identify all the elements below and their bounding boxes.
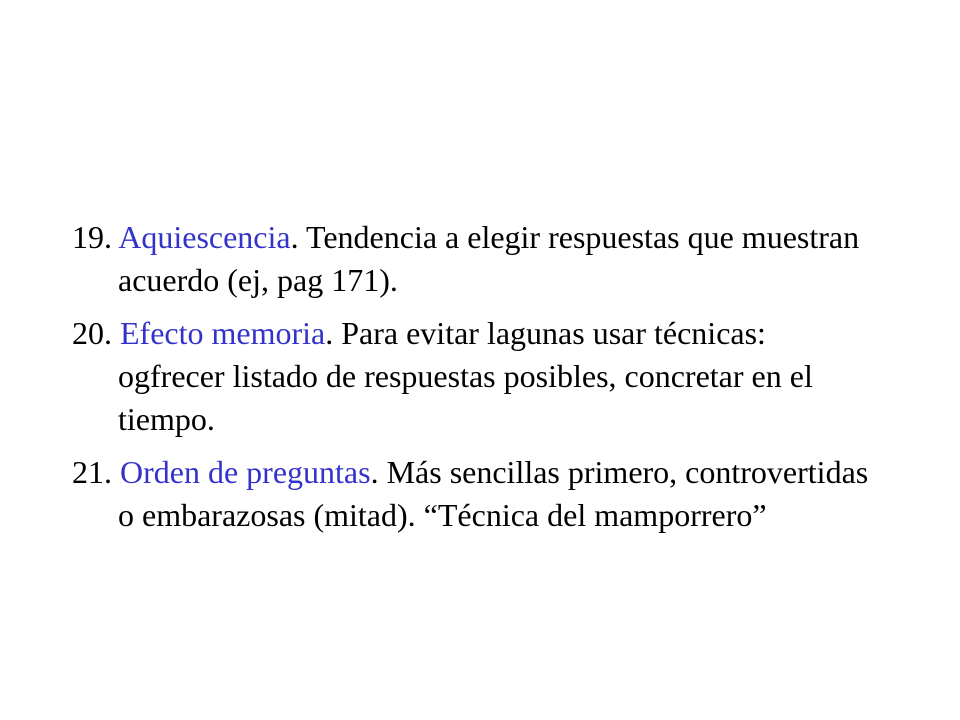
list-item-21: [72, 451, 872, 537]
item-description: Para evitar lagunas usar técnicas: ogfrecer listado de respuestas posibles, concretar en el tiempo.: [118, 315, 813, 437]
item-separator: .: [370, 454, 387, 490]
list-item-20: [72, 312, 872, 441]
item-number: 19.: [72, 219, 119, 255]
item-description: Tendencia a elegir respuestas que muestran acuerdo (ej, pag 171).: [118, 219, 860, 298]
item-list: [72, 216, 872, 547]
item-term: Efecto memoria: [120, 315, 326, 351]
item-separator: .: [290, 219, 307, 255]
item-number: 21.: [72, 454, 120, 490]
item-separator: .: [325, 315, 342, 351]
item-term: Aquiescencia: [118, 219, 291, 255]
item-term: Orden de preguntas: [120, 454, 371, 490]
list-item-19: [72, 216, 872, 302]
item-description: Más sencillas primero, controvertidas o embarazosas (mitad). “Técnica del mamporrero”: [118, 454, 869, 533]
item-number: 20.: [72, 315, 120, 351]
